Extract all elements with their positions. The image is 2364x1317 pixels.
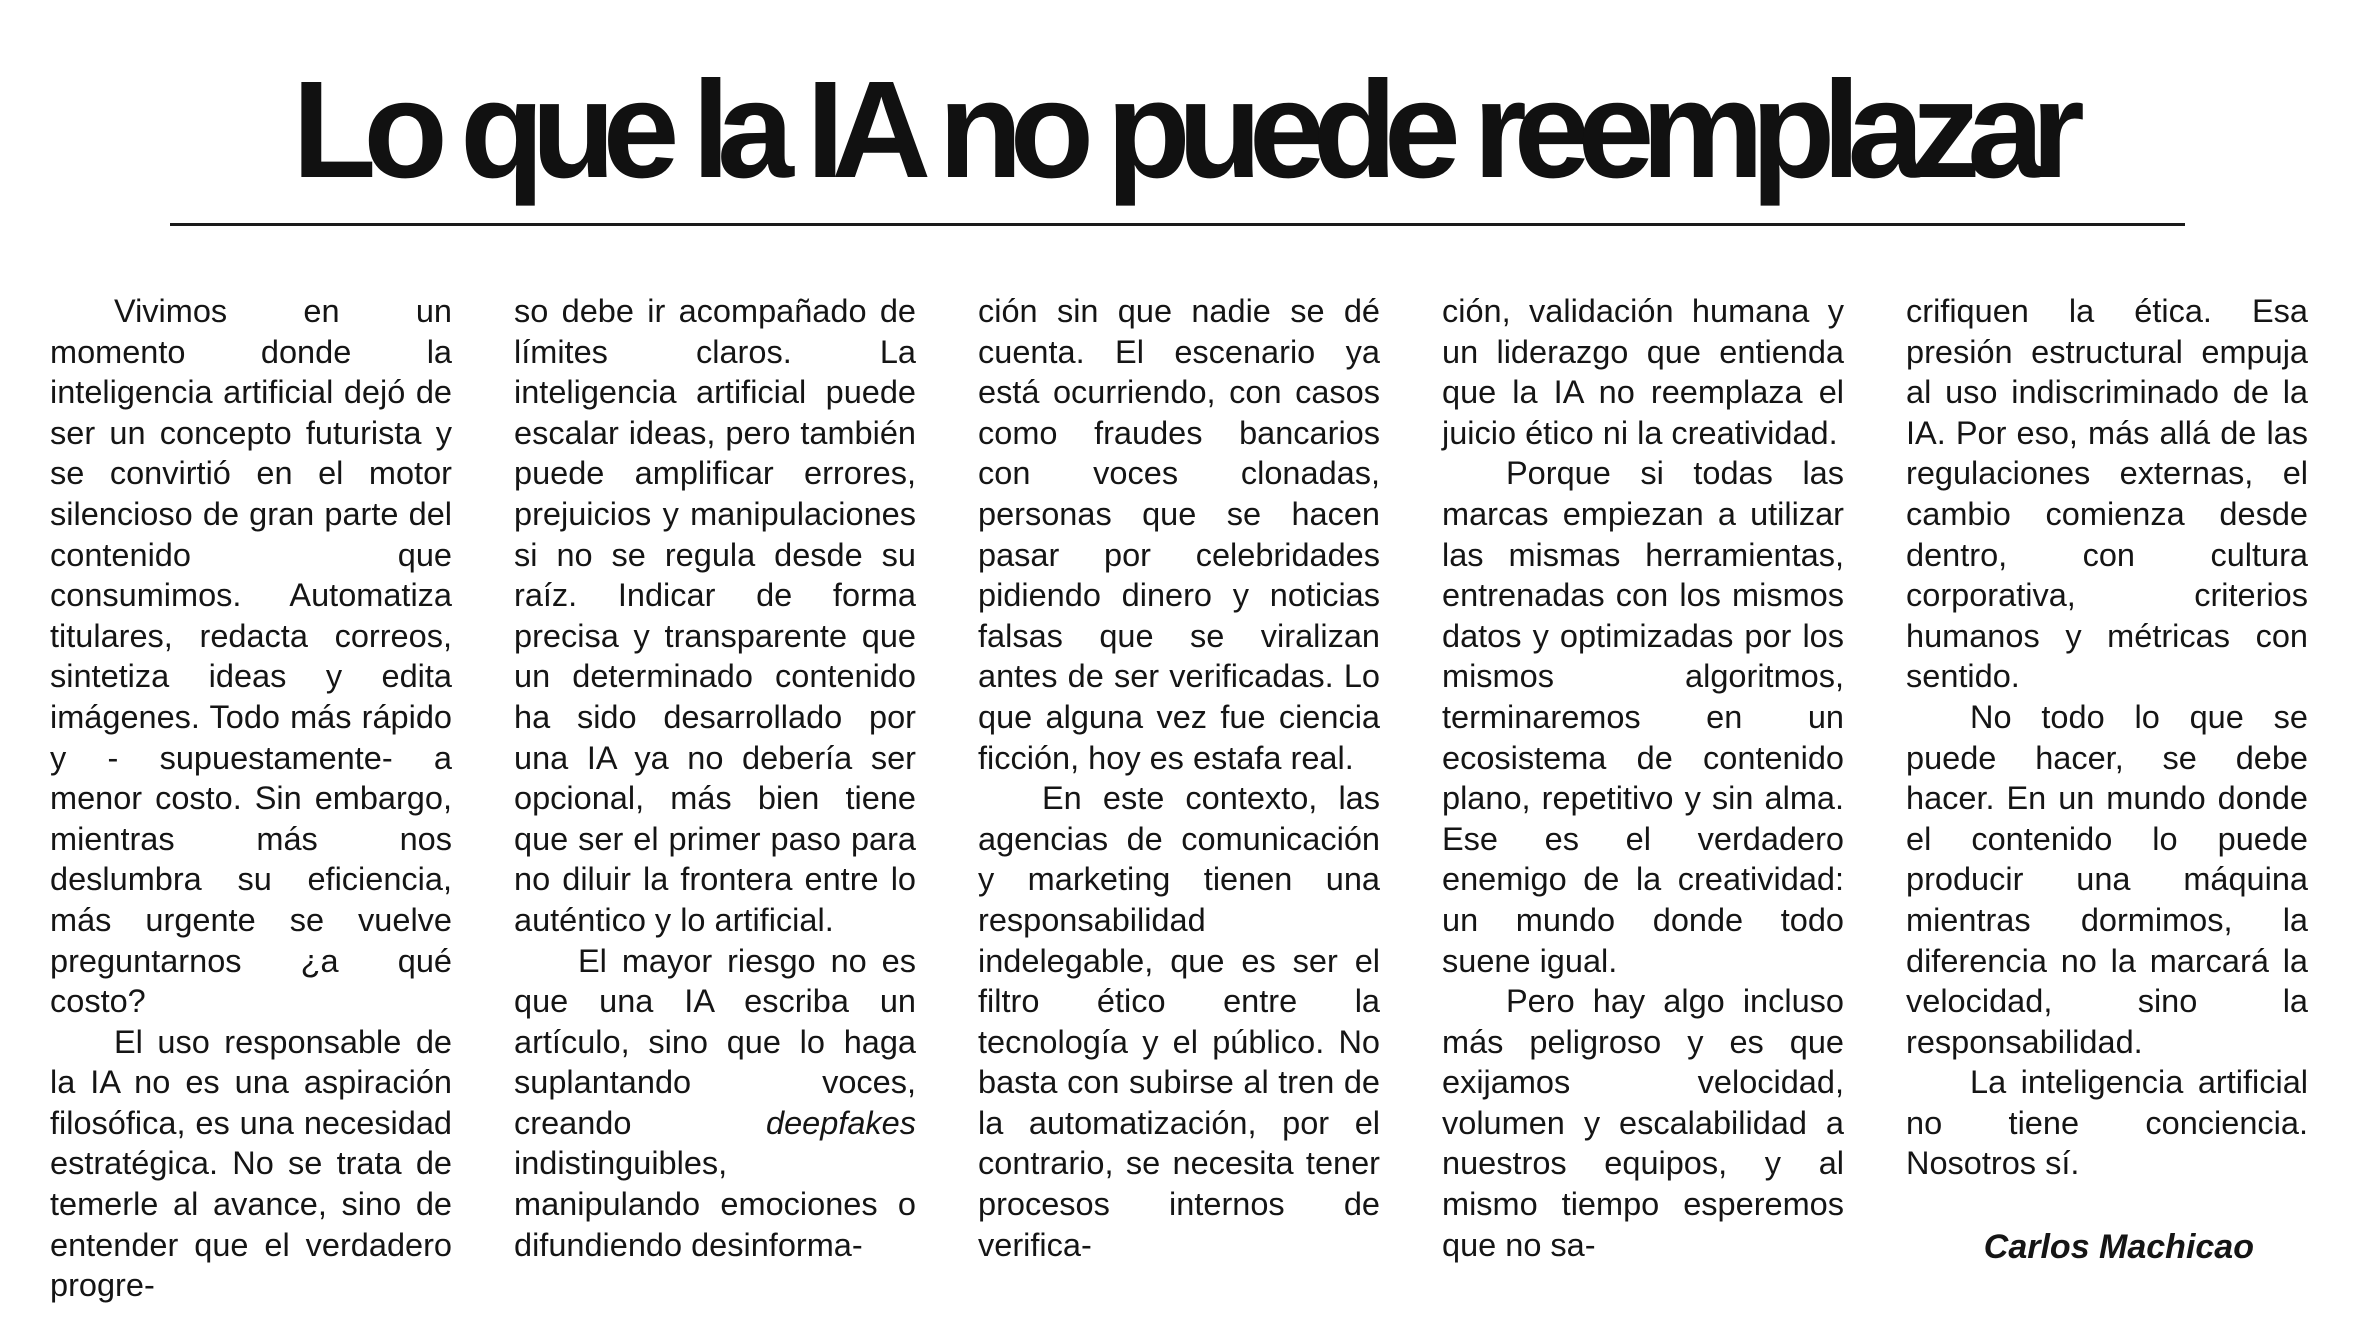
paragraph: La inteligencia artificial no tiene conciencia. Nosotros sí. — [1906, 1064, 2308, 1182]
article-column-2 — [514, 291, 916, 1265]
author-signature: Carlos Machicao — [1983, 1228, 2254, 1266]
paragraph: ción sin que nadie se dé cuenta. El escenario ya está ocurriendo, con casos como fraudes bancarios con voces clonadas, personas que se hacen pasar por celebridades pidiendo dinero y noticias falsas que se viralizan antes de ser verificadas. Lo que alguna vez fue ciencia ficción, hoy es estafa real. — [978, 293, 1380, 776]
italic-term: deepfakes — [766, 1104, 916, 1141]
paragraph-text: El mayor riesgo no es que una IA escriba un artículo, sino que lo haga suplantando voces, creando — [514, 942, 916, 1141]
paragraph: Porque si todas las marcas empiezan a utilizar las mismas herramientas, entrenadas con los mismos datos y optimizadas por los mismos algoritmos, terminaremos en un ecosistema de contenido plano, repetitivo y sin alma. Ese es el verdadero enemigo de la creatividad: un mundo donde todo suene igual. — [1442, 455, 1844, 979]
article-title: Lo que la IA no puede reemplazar — [292, 53, 2072, 207]
paragraph: No todo lo que se puede hacer, se debe hacer. En un mundo donde el contenido lo puede producir una máquina mientras dormimos, la diferencia no la marcará la velocidad, sino la responsabilidad. — [1906, 698, 2308, 1060]
article-column-5 — [1906, 291, 2308, 1184]
paragraph — [514, 941, 916, 1266]
paragraph-text: indistinguibles, manipulando emociones o difundiendo desinforma- — [514, 1145, 916, 1263]
paragraph: Vivimos en un momento donde la inteligencia artificial dejó de ser un concepto futurista y se convirtió en el motor silencioso de gran parte del contenido que consumimos. Automatiza titulares, redacta correos, sintetiza ideas y edita imágenes. Todo más rápido y - supuestamente- a menor costo. Sin embargo, mientras más nos deslumbra su eficiencia, más urgente se vuelve preguntarnos ¿a qué costo? — [50, 293, 452, 1020]
paragraph: crifiquen la ética. Esa presión estructural empuja al uso indiscriminado de la IA. Por eso, más allá de las regulaciones externas, el cambio comienza desde dentro, con cultura corporativa, criterios humanos y métricas con sentido. — [1906, 293, 2308, 695]
paragraph: En este contexto, las agencias de comunicación y marketing tienen una responsabilidad indelegable, que es ser el filtro ético entre la tecnología y el público. No basta con subirse al tren de la automatización, por el contrario, se necesita tener procesos internos de verifica- — [978, 780, 1380, 1263]
article-column-4 — [1442, 291, 1844, 1265]
paragraph: El uso responsable de la IA no es una aspiración filosófica, es una necesidad estratégica. No se trata de temerle al avance, sino de entender que el verdadero progre- — [50, 1023, 452, 1304]
paragraph: so debe ir acompañado de límites claros. La inteligencia artificial puede escalar ideas, pero también puede amplificar errores, prejuicios y manipulaciones si no se regula desde su raíz. Indicar de forma precisa y transparente que un determinado contenido ha sido desarrollado por una IA ya no debería ser opcional, más bien tiene que ser el primer paso para no diluir la frontera entre lo auténtico y lo artificial. — [514, 293, 916, 938]
article-column-1 — [50, 291, 452, 1306]
article-column-3 — [978, 291, 1380, 1265]
paragraph: ción, validación humana y un liderazgo que entienda que la IA no reemplaza el juicio ético ni la creatividad. — [1442, 293, 1844, 451]
title-divider — [170, 223, 2185, 226]
paragraph: Pero hay algo incluso más peligroso y es que exijamos velocidad, volumen y escalabilidad a nuestros equipos, y al mismo tiempo esperemos que no sa- — [1442, 983, 1844, 1263]
